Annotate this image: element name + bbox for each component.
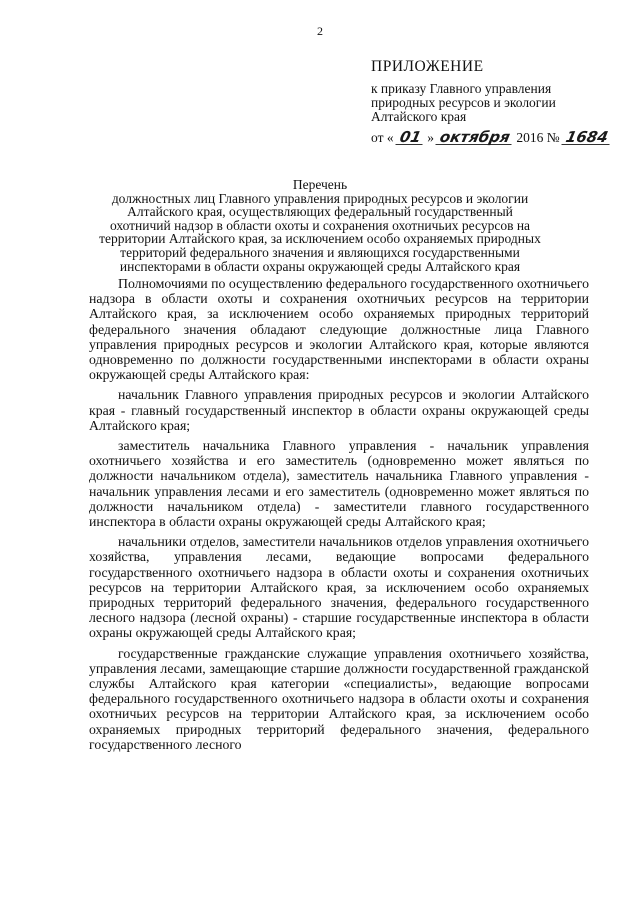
order-mid: » <box>427 130 434 145</box>
order-month-handwritten: октября <box>436 130 515 145</box>
order-year: 2016 № <box>516 130 560 145</box>
heading-line: инспекторами в области охраны окружающей среды Алтайского края <box>119 258 521 274</box>
heading-title: Перечень <box>292 177 348 192</box>
heading-line: охотничий надзор в области охоты и сохранения охотничьих ресурсов на <box>109 217 531 233</box>
document-heading <box>90 178 550 273</box>
order-number-handwritten: 1684 <box>561 130 612 145</box>
order-prefix: от « <box>371 130 394 145</box>
heading-line: территории Алтайского края, за исключением особо охраняемых природных <box>99 231 541 247</box>
appendix-line: к приказу Главного управления <box>371 81 552 96</box>
paragraph-department-heads: начальники отделов, заместители начальников отделов управления охотничьего хозяйства, управления лесами, ведающие вопросами федерального государственного охотничьего надзора в области охоты и сохранения охотничьих ресурсов на территории Алтайского края, за исключением особо охраняемых природных территорий федерального значения, федерального государственного лесного надзора (лесной охраны) - старшие государственные инспектора в области охраны окружающей среды Алтайского края; <box>89 534 589 641</box>
heading-line: должностных лиц Главного управления природных ресурсов и экологии <box>111 190 529 206</box>
appendix-block <box>371 60 611 145</box>
paragraph-deputies: заместитель начальника Главного управления - начальник управления охотничьего хозяйства и его заместитель (одновременно может являться по должности начальником отдела), заместитель начальника Главного управления - начальник управления лесами и его заместитель (одновременно может являться по должности начальником отдела) - заместители главного государственного инспектора в области охраны окружающей среды Алтайского края; <box>89 438 589 530</box>
order-date-line <box>371 130 611 145</box>
heading-line: территорий федерального значения и являющихся государственными <box>120 244 520 260</box>
appendix-title: ПРИЛОЖЕНИЕ <box>371 58 484 75</box>
appendix-line: природных ресурсов и экологии <box>371 95 556 110</box>
order-day-handwritten: 01 <box>395 130 425 145</box>
page-number: 2 <box>317 24 323 38</box>
paragraph-head-of-department: начальник Главного управления природных ресурсов и экологии Алтайского края - главный государственный инспектор в области охраны окружающей среды Алтайского края; <box>89 387 589 433</box>
heading-line: Алтайского края, осуществляющих федеральный государственный <box>127 204 513 220</box>
appendix-line: Алтайского края <box>371 109 467 124</box>
document-body <box>89 276 589 757</box>
paragraph-intro: Полномочиями по осуществлению федерального государственного охотничьего надзора в области охоты и сохранения охотничьих ресурсов на территории Алтайского края, за исключением особо охраняемых природных территорий федерального значения обладают следующие должностные лица Главного управления природных ресурсов и экологии Алтайского края, которые являются одновременно по должности государственными инспекторами в области охраны окружающей среды Алтайского края: <box>89 276 589 383</box>
paragraph-civil-servants: государственные гражданские служащие управления охотничьего хозяйства, управления лесами, замещающие старшие должности государственной гражданской службы Алтайского края категории «специалисты», ведающие вопросами федерального государственного охотничьего надзора в области охоты и сохранения охотничьих ресурсов на территории Алтайского края, за исключением особо охраняемых природных территорий федерального значения, федерального государственного лесного <box>89 645 589 752</box>
